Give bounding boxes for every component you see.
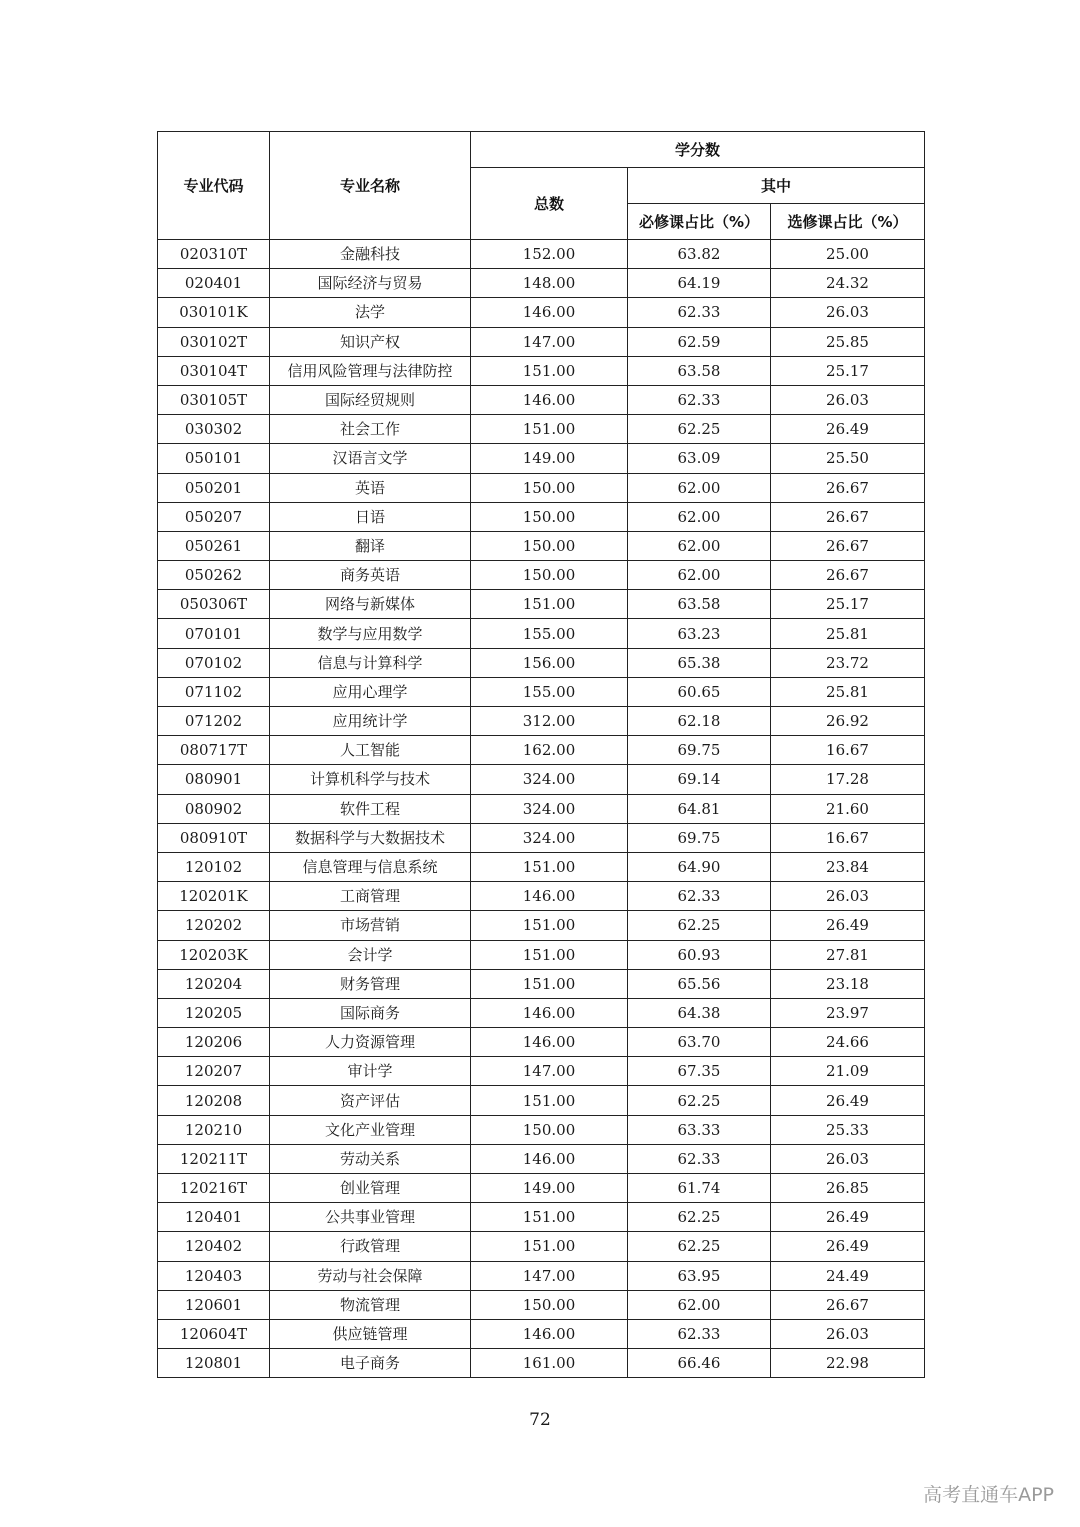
cell-total: 149.00	[471, 1174, 628, 1203]
table-row	[158, 561, 925, 590]
table-row	[158, 1319, 925, 1348]
table-row	[158, 794, 925, 823]
cell-code: 120402	[158, 1232, 270, 1261]
cell-required-ratio: 62.00	[628, 561, 771, 590]
cell-name: 劳动与社会保障	[270, 1261, 471, 1290]
cell-elective-ratio: 25.81	[771, 619, 925, 648]
cell-code: 030105T	[158, 385, 270, 414]
table-row	[158, 385, 925, 414]
cell-elective-ratio: 25.81	[771, 677, 925, 706]
cell-name: 会计学	[270, 940, 471, 969]
cell-required-ratio: 62.00	[628, 1290, 771, 1319]
cell-name: 网络与新媒体	[270, 590, 471, 619]
cell-required-ratio: 62.00	[628, 473, 771, 502]
cell-required-ratio: 69.14	[628, 765, 771, 794]
cell-required-ratio: 63.33	[628, 1115, 771, 1144]
cell-total: 150.00	[471, 561, 628, 590]
cell-required-ratio: 69.75	[628, 736, 771, 765]
cell-name: 创业管理	[270, 1174, 471, 1203]
cell-total: 146.00	[471, 1028, 628, 1057]
cell-total: 151.00	[471, 940, 628, 969]
table-row	[158, 531, 925, 560]
cell-total: 150.00	[471, 1290, 628, 1319]
cell-required-ratio: 64.19	[628, 269, 771, 298]
cell-name: 信用风险管理与法律防控	[270, 356, 471, 385]
cell-name: 电子商务	[270, 1349, 471, 1378]
cell-name: 人力资源管理	[270, 1028, 471, 1057]
cell-total: 151.00	[471, 1086, 628, 1115]
cell-required-ratio: 61.74	[628, 1174, 771, 1203]
cell-elective-ratio: 26.67	[771, 473, 925, 502]
cell-name: 汉语言文学	[270, 444, 471, 473]
cell-code: 050207	[158, 502, 270, 531]
table-row	[158, 1028, 925, 1057]
table-row	[158, 852, 925, 881]
table-row	[158, 940, 925, 969]
table-row	[158, 736, 925, 765]
cell-required-ratio: 69.75	[628, 823, 771, 852]
cell-elective-ratio: 25.17	[771, 590, 925, 619]
table-row	[158, 648, 925, 677]
cell-name: 社会工作	[270, 415, 471, 444]
cell-total: 147.00	[471, 1261, 628, 1290]
cell-code: 080717T	[158, 736, 270, 765]
cell-code: 030102T	[158, 327, 270, 356]
page-number: 72	[529, 1410, 551, 1430]
table-row	[158, 590, 925, 619]
cell-code: 020310T	[158, 240, 270, 269]
cell-code: 120201K	[158, 882, 270, 911]
cell-name: 国际经济与贸易	[270, 269, 471, 298]
cell-elective-ratio: 26.67	[771, 531, 925, 560]
cell-name: 国际商务	[270, 998, 471, 1027]
table-row	[158, 1086, 925, 1115]
cell-required-ratio: 60.93	[628, 940, 771, 969]
cell-total: 146.00	[471, 1144, 628, 1173]
cell-total: 155.00	[471, 677, 628, 706]
cell-required-ratio: 66.46	[628, 1349, 771, 1378]
table-row	[158, 619, 925, 648]
cell-total: 146.00	[471, 1319, 628, 1348]
cell-total: 151.00	[471, 911, 628, 940]
cell-name: 数学与应用数学	[270, 619, 471, 648]
cell-name: 信息管理与信息系统	[270, 852, 471, 881]
table-row	[158, 998, 925, 1027]
cell-elective-ratio: 21.60	[771, 794, 925, 823]
cell-required-ratio: 65.38	[628, 648, 771, 677]
cell-elective-ratio: 26.49	[771, 1203, 925, 1232]
cell-required-ratio: 67.35	[628, 1057, 771, 1086]
cell-required-ratio: 63.09	[628, 444, 771, 473]
cell-elective-ratio: 25.17	[771, 356, 925, 385]
cell-code: 120403	[158, 1261, 270, 1290]
cell-code: 030104T	[158, 356, 270, 385]
header-name: 专业名称	[270, 132, 471, 240]
cell-elective-ratio: 23.72	[771, 648, 925, 677]
table-row	[158, 823, 925, 852]
cell-elective-ratio: 23.97	[771, 998, 925, 1027]
cell-total: 151.00	[471, 1232, 628, 1261]
cell-elective-ratio: 25.33	[771, 1115, 925, 1144]
cell-required-ratio: 63.70	[628, 1028, 771, 1057]
cell-required-ratio: 62.33	[628, 882, 771, 911]
cell-total: 150.00	[471, 502, 628, 531]
table-row	[158, 502, 925, 531]
cell-name: 公共事业管理	[270, 1203, 471, 1232]
cell-elective-ratio: 26.03	[771, 385, 925, 414]
cell-total: 146.00	[471, 998, 628, 1027]
cell-name: 资产评估	[270, 1086, 471, 1115]
cell-required-ratio: 63.82	[628, 240, 771, 269]
cell-required-ratio: 62.33	[628, 298, 771, 327]
cell-name: 供应链管理	[270, 1319, 471, 1348]
cell-total: 150.00	[471, 1115, 628, 1144]
cell-elective-ratio: 26.67	[771, 1290, 925, 1319]
cell-code: 120208	[158, 1086, 270, 1115]
cell-total: 147.00	[471, 327, 628, 356]
cell-name: 财务管理	[270, 969, 471, 998]
cell-code: 120206	[158, 1028, 270, 1057]
cell-total: 147.00	[471, 1057, 628, 1086]
cell-code: 050201	[158, 473, 270, 502]
cell-elective-ratio: 26.03	[771, 882, 925, 911]
credit-table	[157, 131, 925, 1378]
header-total: 总数	[471, 168, 628, 240]
table-row	[158, 356, 925, 385]
header-elective-ratio: 选修课占比（%）	[771, 204, 925, 240]
table-row	[158, 444, 925, 473]
table-row	[158, 1115, 925, 1144]
cell-code: 120203K	[158, 940, 270, 969]
cell-required-ratio: 65.56	[628, 969, 771, 998]
cell-total: 148.00	[471, 269, 628, 298]
cell-required-ratio: 62.33	[628, 1144, 771, 1173]
cell-total: 151.00	[471, 852, 628, 881]
cell-name: 市场营销	[270, 911, 471, 940]
cell-total: 150.00	[471, 473, 628, 502]
table-row	[158, 765, 925, 794]
cell-name: 法学	[270, 298, 471, 327]
cell-total: 155.00	[471, 619, 628, 648]
table-row	[158, 473, 925, 502]
table-row	[158, 1232, 925, 1261]
cell-elective-ratio: 22.98	[771, 1349, 925, 1378]
cell-code: 120202	[158, 911, 270, 940]
cell-code: 120207	[158, 1057, 270, 1086]
cell-code: 120216T	[158, 1174, 270, 1203]
cell-total: 156.00	[471, 648, 628, 677]
watermark: 高考直通车APP	[923, 1484, 1054, 1506]
table-row	[158, 1174, 925, 1203]
cell-name: 劳动关系	[270, 1144, 471, 1173]
cell-name: 国际经贸规则	[270, 385, 471, 414]
cell-code: 120801	[158, 1349, 270, 1378]
table-header	[158, 132, 925, 240]
cell-name: 知识产权	[270, 327, 471, 356]
cell-code: 070102	[158, 648, 270, 677]
cell-required-ratio: 62.25	[628, 911, 771, 940]
cell-name: 人工智能	[270, 736, 471, 765]
cell-total: 149.00	[471, 444, 628, 473]
cell-elective-ratio: 25.85	[771, 327, 925, 356]
table-row	[158, 677, 925, 706]
table-row	[158, 1144, 925, 1173]
cell-total: 151.00	[471, 1203, 628, 1232]
table-row	[158, 1349, 925, 1378]
cell-required-ratio: 62.33	[628, 1319, 771, 1348]
cell-code: 071202	[158, 707, 270, 736]
cell-name: 日语	[270, 502, 471, 531]
cell-code: 120205	[158, 998, 270, 1027]
cell-total: 151.00	[471, 356, 628, 385]
cell-name: 行政管理	[270, 1232, 471, 1261]
cell-elective-ratio: 25.50	[771, 444, 925, 473]
cell-elective-ratio: 16.67	[771, 823, 925, 852]
cell-name: 工商管理	[270, 882, 471, 911]
cell-code: 030101K	[158, 298, 270, 327]
cell-name: 商务英语	[270, 561, 471, 590]
cell-required-ratio: 63.95	[628, 1261, 771, 1290]
cell-name: 计算机科学与技术	[270, 765, 471, 794]
cell-code: 080910T	[158, 823, 270, 852]
cell-total: 151.00	[471, 590, 628, 619]
cell-elective-ratio: 23.18	[771, 969, 925, 998]
cell-name: 翻译	[270, 531, 471, 560]
cell-required-ratio: 62.00	[628, 531, 771, 560]
table-row	[158, 327, 925, 356]
cell-name: 文化产业管理	[270, 1115, 471, 1144]
cell-total: 161.00	[471, 1349, 628, 1378]
cell-code: 050261	[158, 531, 270, 560]
cell-name: 信息与计算科学	[270, 648, 471, 677]
table-row	[158, 1057, 925, 1086]
table-row	[158, 240, 925, 269]
cell-required-ratio: 63.58	[628, 356, 771, 385]
cell-code: 080901	[158, 765, 270, 794]
table-row	[158, 911, 925, 940]
cell-code: 120211T	[158, 1144, 270, 1173]
cell-total: 146.00	[471, 882, 628, 911]
table-row	[158, 269, 925, 298]
cell-name: 数据科学与大数据技术	[270, 823, 471, 852]
cell-code: 120210	[158, 1115, 270, 1144]
cell-code: 120102	[158, 852, 270, 881]
cell-code: 120601	[158, 1290, 270, 1319]
cell-required-ratio: 62.18	[628, 707, 771, 736]
table-row	[158, 882, 925, 911]
table-row	[158, 969, 925, 998]
cell-elective-ratio: 24.66	[771, 1028, 925, 1057]
cell-elective-ratio: 24.49	[771, 1261, 925, 1290]
cell-name: 应用心理学	[270, 677, 471, 706]
cell-elective-ratio: 21.09	[771, 1057, 925, 1086]
cell-code: 050101	[158, 444, 270, 473]
table-row	[158, 1261, 925, 1290]
cell-code: 050306T	[158, 590, 270, 619]
cell-elective-ratio: 26.49	[771, 415, 925, 444]
cell-total: 312.00	[471, 707, 628, 736]
cell-total: 150.00	[471, 531, 628, 560]
header-of-which: 其中	[628, 168, 925, 204]
cell-code: 071102	[158, 677, 270, 706]
cell-elective-ratio: 26.49	[771, 1086, 925, 1115]
cell-required-ratio: 62.00	[628, 502, 771, 531]
cell-code: 050262	[158, 561, 270, 590]
cell-required-ratio: 62.25	[628, 1086, 771, 1115]
cell-required-ratio: 62.25	[628, 415, 771, 444]
table-row	[158, 1203, 925, 1232]
cell-required-ratio: 64.90	[628, 852, 771, 881]
cell-required-ratio: 62.33	[628, 385, 771, 414]
cell-elective-ratio: 26.92	[771, 707, 925, 736]
cell-total: 151.00	[471, 969, 628, 998]
table-row	[158, 415, 925, 444]
cell-elective-ratio: 24.32	[771, 269, 925, 298]
cell-total: 151.00	[471, 415, 628, 444]
cell-elective-ratio: 26.67	[771, 561, 925, 590]
cell-elective-ratio: 27.81	[771, 940, 925, 969]
cell-required-ratio: 62.25	[628, 1232, 771, 1261]
cell-required-ratio: 64.38	[628, 998, 771, 1027]
cell-code: 120204	[158, 969, 270, 998]
cell-name: 应用统计学	[270, 707, 471, 736]
cell-name: 金融科技	[270, 240, 471, 269]
cell-total: 324.00	[471, 765, 628, 794]
cell-elective-ratio: 23.84	[771, 852, 925, 881]
cell-total: 146.00	[471, 385, 628, 414]
cell-code: 120401	[158, 1203, 270, 1232]
cell-name: 英语	[270, 473, 471, 502]
cell-required-ratio: 60.65	[628, 677, 771, 706]
cell-name: 审计学	[270, 1057, 471, 1086]
table-row	[158, 707, 925, 736]
cell-total: 162.00	[471, 736, 628, 765]
cell-elective-ratio: 26.03	[771, 1319, 925, 1348]
cell-name: 物流管理	[270, 1290, 471, 1319]
cell-elective-ratio: 17.28	[771, 765, 925, 794]
header-code: 专业代码	[158, 132, 270, 240]
cell-elective-ratio: 16.67	[771, 736, 925, 765]
table-body	[158, 240, 925, 1378]
cell-elective-ratio: 26.85	[771, 1174, 925, 1203]
cell-code: 020401	[158, 269, 270, 298]
cell-total: 152.00	[471, 240, 628, 269]
header-credits: 学分数	[471, 132, 925, 168]
header-required-ratio: 必修课占比（%）	[628, 204, 771, 240]
cell-elective-ratio: 26.67	[771, 502, 925, 531]
cell-elective-ratio: 26.49	[771, 911, 925, 940]
table-row	[158, 1290, 925, 1319]
cell-required-ratio: 62.25	[628, 1203, 771, 1232]
cell-code: 120604T	[158, 1319, 270, 1348]
cell-required-ratio: 63.23	[628, 619, 771, 648]
cell-total: 324.00	[471, 823, 628, 852]
cell-required-ratio: 64.81	[628, 794, 771, 823]
cell-total: 146.00	[471, 298, 628, 327]
cell-code: 080902	[158, 794, 270, 823]
cell-required-ratio: 62.59	[628, 327, 771, 356]
cell-required-ratio: 63.58	[628, 590, 771, 619]
cell-total: 324.00	[471, 794, 628, 823]
cell-elective-ratio: 26.03	[771, 1144, 925, 1173]
cell-elective-ratio: 26.49	[771, 1232, 925, 1261]
cell-name: 软件工程	[270, 794, 471, 823]
table-row	[158, 298, 925, 327]
cell-code: 030302	[158, 415, 270, 444]
cell-elective-ratio: 26.03	[771, 298, 925, 327]
cell-code: 070101	[158, 619, 270, 648]
cell-elective-ratio: 25.00	[771, 240, 925, 269]
